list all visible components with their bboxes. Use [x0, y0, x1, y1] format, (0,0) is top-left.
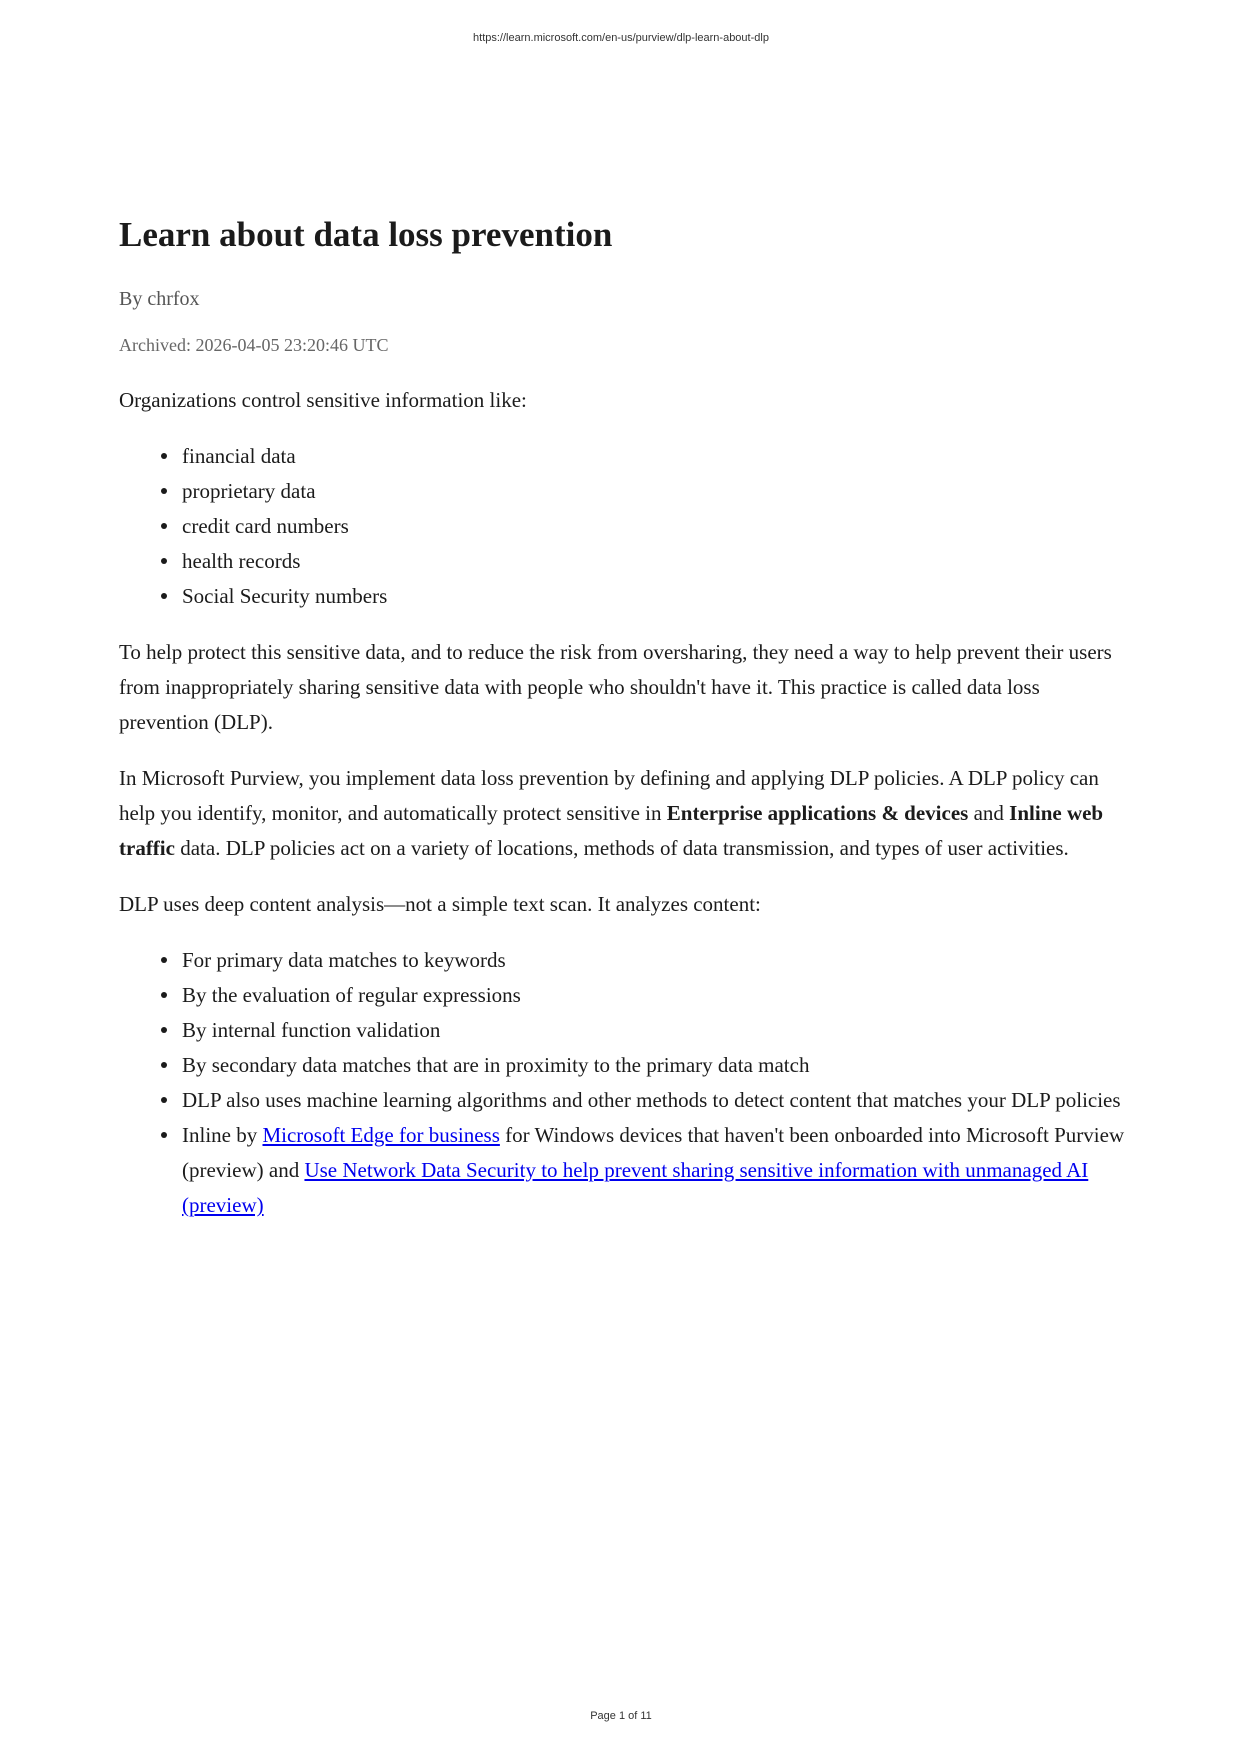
- article-content: [119, 212, 1129, 1244]
- list-item: [182, 943, 1129, 978]
- list-item: [182, 1013, 1129, 1048]
- bullet-icon: [161, 1132, 167, 1138]
- bullet-icon: [161, 992, 167, 998]
- list-item: [182, 544, 1129, 579]
- paragraph-text: and: [968, 801, 1010, 825]
- bullet-icon: [161, 593, 167, 599]
- paragraph-text: data. DLP policies act on a variety of locations, methods of data transmission, and types of user activities.: [174, 836, 1069, 860]
- list-item-text: Inline by: [182, 1123, 263, 1147]
- list-item: [182, 1083, 1129, 1118]
- list-item-text: financial data: [182, 444, 296, 468]
- list-item: [182, 579, 1129, 614]
- list-item-text: By the evaluation of regular expressions: [182, 983, 521, 1007]
- list-item-text: DLP also uses machine learning algorithms and other methods to detect content that matches your DLP policies: [182, 1088, 1121, 1112]
- list-item: [182, 978, 1129, 1013]
- bullet-icon: [161, 558, 167, 564]
- page-url: https://learn.microsoft.com/en-us/purview/dlp-learn-about-dlp: [473, 32, 769, 44]
- network-data-security-link[interactable]: Use Network Data Security to help prevent sharing sensitive information with unmanaged AI (preview): [182, 1158, 1089, 1217]
- list-item: [182, 509, 1129, 544]
- bold-term-enterprise-apps: Enterprise applications & devices: [666, 801, 969, 825]
- list-item-text: proprietary data: [182, 479, 316, 503]
- dlp-definition-paragraph: To help protect this sensitive data, and to reduce the risk from oversharing, they need a way to help prevent their users from inappropriately sharing sensitive data with people who shouldn't have it. This practice is called data loss prevention (DLP).: [119, 640, 1112, 734]
- paragraph-text: In Microsoft Purview, you implement data loss prevention by defining and applying DLP policies. A DLP policy can help you identify, monitor, and automatically protect sensitive in: [119, 766, 1099, 825]
- list-item: [182, 1048, 1129, 1083]
- list-item-text: health records: [182, 549, 301, 573]
- list-item-text: credit card numbers: [182, 514, 349, 538]
- list-item-text: for Windows devices that haven't been onboarded into Microsoft Purview (preview) and: [182, 1123, 1125, 1182]
- bullet-icon: [161, 453, 167, 459]
- bullet-icon: [161, 1097, 167, 1103]
- archived-timestamp: Archived: 2026-04-05 23:20:46 UTC: [119, 335, 389, 355]
- list-item-text: By internal function validation: [182, 1018, 441, 1042]
- list-item-text: For primary data matches to keywords: [182, 948, 506, 972]
- bullet-icon: [161, 523, 167, 529]
- intro-paragraph: Organizations control sensitive information like:: [119, 388, 527, 412]
- purview-policy-paragraph: [119, 761, 1129, 866]
- content-analysis-list: [119, 943, 1129, 1223]
- list-item-text: Social Security numbers: [182, 584, 388, 608]
- page-number: Page 1 of 11: [590, 1710, 652, 1722]
- bullet-icon: [161, 1027, 167, 1033]
- bullet-icon: [161, 957, 167, 963]
- list-item: [182, 474, 1129, 509]
- list-item: [182, 439, 1129, 474]
- content-analysis-paragraph: DLP uses deep content analysis—not a simple text scan. It analyzes content:: [119, 892, 761, 916]
- sensitive-info-list: [119, 439, 1129, 614]
- list-item-text: By secondary data matches that are in proximity to the primary data match: [182, 1053, 810, 1077]
- bullet-icon: [161, 488, 167, 494]
- author-byline: By chrfox: [119, 288, 200, 310]
- page-title: Learn about data loss prevention: [119, 215, 613, 254]
- microsoft-edge-for-business-link[interactable]: Microsoft Edge for business: [262, 1123, 500, 1147]
- list-item: [182, 1118, 1129, 1223]
- bullet-icon: [161, 1062, 167, 1068]
- bold-term-inline-web-traffic: Inline web traffic: [119, 801, 1104, 860]
